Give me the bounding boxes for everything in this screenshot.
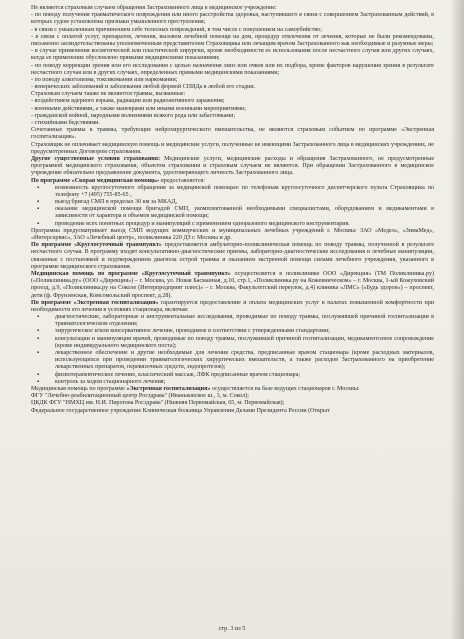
text-paragraph: Программа предусматривает выезд СМП ведущих коммерческих и муниципальных лечебных учреждений г. Москвы: ЗАО «Медел», «ЗимаМед», «Интерсервис», ЗАО «Лечебный центр», поликлиника 220 ДЗ г. Москвы и др.	[31, 227, 434, 241]
text-paragraph: Сочетанные травмы к травмы, требующие нейрохирургического вмешательства, не являются страховым событием по программе «Экстренная госпитализация».	[31, 127, 434, 141]
text-paragraph: - стихийными бедствиями.	[31, 120, 100, 126]
text-paragraph: - венерических заболеваний и заболевания любой формой СПИДа в любой его стадии.	[31, 84, 256, 91]
bullet-item: ▪ контроль за ходом стационарного лечения;	[31, 379, 434, 386]
bullet-item: ▪ лекарственное обеспечение и другие необходимые для лечения средства, предписанные врачом стационара (кроме расходных материалов, использующихся при проведении травматологических хирургических вмешательств, а также расходов Застрахованного на приобретение лекарственных препаратов, перевязочных средств, эндопротезов);	[31, 350, 434, 372]
bullet-item: ▪ физиотерапевтическое лечение, классический массаж, ЛФК предписанные врачом стационара;	[31, 372, 434, 379]
text-paragraph: Другие существенные условия страхования: Медицинские услуги, медицинские расходы и обращения Застрахованного, не предусмотренные программой медицинского страхования, объектом страхования и страховым случаем не являются. При обращении Застрахованного в медицинское учреждение обязательно предъявление документа, удостоверяющего личность Застрахованного лица.	[31, 155, 434, 177]
text-paragraph: Федеральное государственное учреждение Клиническая больница Управления Делами Президента России (Открыт	[31, 407, 330, 414]
text-paragraph: - в случае применения косметической или пластической хирургии, кроме необходимости ее использования после несчастного случая или других случаях, когда ее применение обусловлено прямыми медицинскими показаниями;	[31, 48, 434, 62]
text-paragraph: Медицинская помощь по программе «Круглосуточный травмпункт» осуществляется в поликлинике ООО «Дирекция» (ТМ Поликлиника.ру) («Поликлиника.ру» (ООО «Дирекция») – г. Москва, ул. Новая Басманная, д.10, стр.1, «Поликлиника.ру на Кожевническом» – г. Москва, 1-ый Кожуховский проезд, д.9, «Поликлиника.ру на Соколе (Интерпредприят плюс)» – г. Москва, Факультетский переулок, д.4) клиника «ЛМС» («Будь здоров») – проспект, дети (ф. Фрунзенская, Комсомольский проспект, д.28).	[31, 270, 434, 299]
text-paragraph: ФГУ "Лечебно-реабилитационный центр Росздрава" (Иваньковское ш., 3, м. Сокол);	[31, 393, 249, 400]
text-paragraph: - по поводу коррекции зрения или его исследования с целью назначения линз или очков или их подбора, кроме факторов нарушения зрения в результате несчастного случая или в других случаях, определенных прямыми медицинскими показаниями;	[31, 62, 434, 76]
bullet-item: ▪ возможность круглосуточного обращения за медицинской помощью по телефонам круглосуточного диспетчерского пульта Страховщика по телефону +7 (495) 755-85-65 ,	[31, 185, 434, 199]
text-paragraph: - воздействием ядерного взрыва, радиации или радиоактивного заражения;	[31, 98, 225, 105]
bullet-item: ▪ выезд бригад СМП в пределах 30 км за МКАД,	[31, 199, 434, 206]
page-number: стр. 3 из 5	[218, 625, 246, 632]
text-paragraph: - по поводу алкоголизма, токсикомании или наркомании;	[31, 76, 178, 83]
text-paragraph: Страховым случаем также не являются травмы, вызванные:	[31, 91, 186, 98]
bullet-item: ▪ проведение всех понятных процедур и манипуляций с применением одноразового медицинского инструментария.	[31, 221, 434, 228]
text-paragraph: - в связи с умышленным причинением себе телесных повреждений, в том числе с покушением на самоубийство;	[31, 26, 322, 33]
text-paragraph: По программе «Экстренная госпитализация» гарантируется предоставление и оплата медицинских услуг в палатах повышенной комфортности при необходимости его лечения в условиях стационара, включая:	[31, 299, 435, 313]
bullet-item: ▪ хирургическое и/или консервативное лечение, проводимое в соответствии с утвержденными стандартами;	[31, 328, 434, 335]
page-body-text	[31, 5, 434, 415]
text-paragraph: - в связи с оплатой услуг, препаратов, лечения, вызовом лечебной помощи на дом, процедур отвлечения от лечения, которые не были рекомендованы, письменно засвидетельствованы уполномоченным представителем Страховщика или лечащим врачом Застрахованного как необходимые и разумные меры;	[31, 33, 434, 47]
text-paragraph: Медицинская помощь по программе «Экстренная госпитализация» осуществляется на базе ведущих стационаров г. Москвы:	[31, 385, 360, 392]
page-fold-shadow	[450, 0, 464, 639]
text-paragraph: ЦКДК ФГУ "НМХЦ им. Н.И. Пирогова Росздрава" (Нижняя Первомайская, 65, м. Первомайская);	[31, 400, 285, 407]
text-paragraph: Страховщик не оплачивает медицинскую помощь и медицинские услуги, полученные не имеющими Застрахованного лица в медицинских учреждениях, не предусмотренных Договором страхования.	[31, 141, 434, 155]
bullet-item: ▪ оказание медицинской помощи бригадой СМП, укомплектованной необходимыми специалистами, оборудованием и медикаментами в зависимости от характера и объемов медицинской помощи;	[31, 206, 434, 220]
text-paragraph: По программе «Скорая медицинская помощь» предоставляется:	[31, 177, 205, 184]
text-paragraph: Не являются страховым случаем обращения Застрахованного лица в медицинское учреждение:	[31, 5, 277, 11]
text-paragraph: - военными действиями, а также маневрами или иными военными мероприятиями;	[31, 105, 246, 112]
bullet-item: ▪ диагностические, лабораторные и инструментальные исследования, проводимые по поводу травмы, послужившей причиной госпитализации в травматологическом отделении;	[31, 314, 434, 328]
text-paragraph: - гражданской войной, народными волнениями всякого рода или забастовками;	[31, 112, 236, 119]
text-paragraph: По программе «Круглосуточный травмпункт» предоставляется амбулаторно-поликлиническая помощь по поводу травмы, полученной в результате несчастного случая. В программу входят консультативно-диагностические приемы, лабораторно-диагностические исследования и лечебные манипуляции, связанные с постановкой и подтверждением диагноза острой травмы и оказанием экстренной помощи силами лечебного учреждения, указанного в программе медицинского страхования.	[31, 242, 435, 270]
bullet-item: ▪ консультации и манипуляции врачей, проводимые по поводу травмы, послужившей причиной госпитализации, медикаментозное сопровождение (кроме индивидуального медицинского поста);	[31, 336, 434, 350]
text-paragraph: - по поводу получения травматического повреждения или иного расстройства здоровья, наступившего в связи с совершением Застрахованным действий, в которых судом установлены признаки умышленного преступления;	[31, 12, 434, 26]
